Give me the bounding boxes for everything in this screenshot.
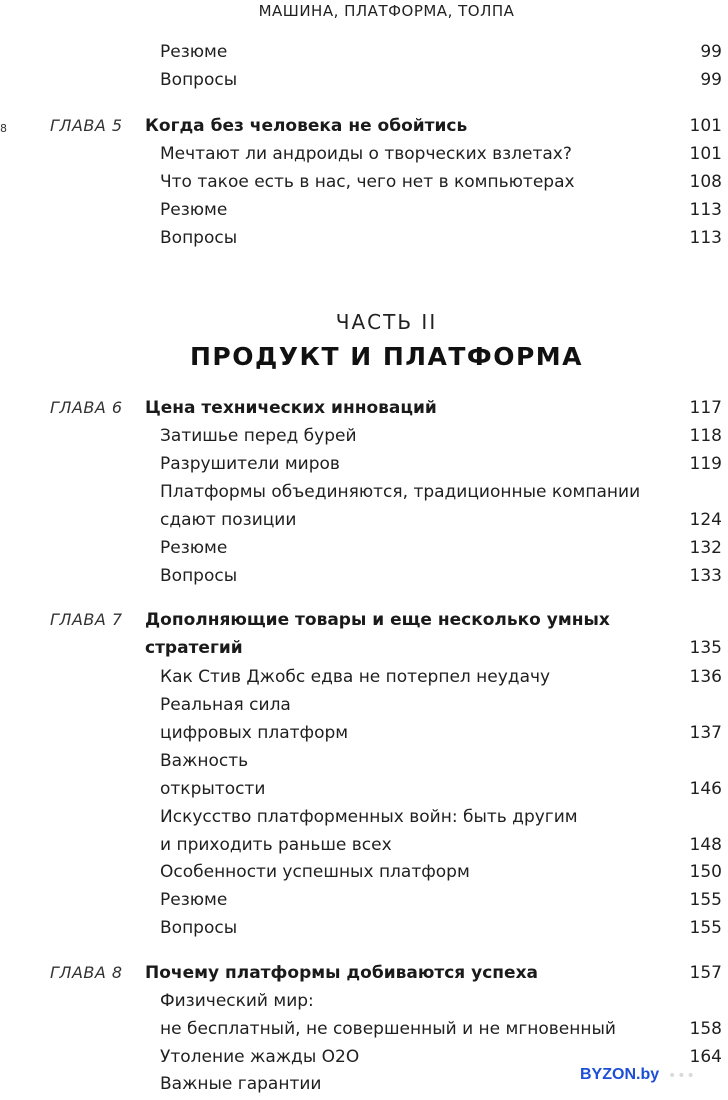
toc-entry-title: Резюме: [160, 42, 228, 62]
toc-entry: [0, 506, 728, 534]
toc-entry-title: открытости: [160, 779, 266, 799]
toc-entry-title: Резюме: [160, 538, 228, 558]
toc-entry-page: 137: [689, 723, 722, 743]
toc-entry-page: 146: [689, 779, 722, 799]
toc-entry-title: Платформы объединяются, традиционные компании: [160, 482, 641, 502]
toc-entry-title: Особенности успешных платформ: [160, 862, 470, 882]
toc-entry-title: цифровых платформ: [160, 723, 349, 743]
toc-entry: [0, 534, 728, 562]
toc-entry-title: Важные гарантии: [160, 1074, 322, 1094]
toc-entry-page: 164: [689, 1047, 722, 1067]
toc-entry-page: 148: [689, 835, 722, 855]
chapter-heading: [0, 959, 728, 987]
toc-entry-page: 119: [689, 454, 722, 474]
part-label: ЧАСТЬ II: [335, 310, 438, 334]
toc-entry: [0, 140, 728, 168]
toc-entry: [0, 691, 728, 719]
toc-entry-page: 101: [689, 144, 722, 164]
toc-entry-title: Вопросы: [160, 918, 238, 938]
toc-entry-title: Разрушители миров: [160, 454, 340, 474]
toc-entry-page: 155: [689, 890, 722, 910]
toc-entry-title: Вопросы: [160, 70, 238, 90]
toc-entry-page: 108: [689, 172, 722, 192]
toc-entry-page: 158: [689, 1019, 722, 1039]
toc-entry: [0, 562, 728, 590]
toc-entry-title: Как Стив Джобс едва не потерпел неудачу: [160, 667, 551, 687]
toc-entry: [0, 422, 728, 450]
chapter-page: 157: [689, 963, 722, 983]
toc-entry-page: 124: [689, 510, 722, 530]
toc-entry: [0, 38, 728, 66]
toc-entry-page: 133: [689, 566, 722, 586]
toc-entry: [0, 663, 728, 691]
toc-entry: [0, 450, 728, 478]
chapter-heading: [0, 606, 728, 634]
toc-entry: [0, 1015, 728, 1043]
chapter-title: Дополняющие товары и еще несколько умных: [145, 610, 610, 630]
chapter-label: ГЛАВА 7: [50, 610, 123, 629]
toc-entry-title: Затишье перед бурей: [160, 426, 357, 446]
toc-entry: [0, 858, 728, 886]
toc-entry-page: 99: [700, 42, 722, 62]
toc-entry: [0, 719, 728, 747]
toc-entry: [0, 196, 728, 224]
toc-entry-title: Физический мир:: [160, 991, 314, 1011]
toc-entry: [0, 914, 728, 942]
chapter-page: 117: [689, 398, 722, 418]
chapter-label: ГЛАВА 8: [50, 963, 123, 982]
chapter-heading: [0, 394, 728, 422]
toc-entry-title: Утоление жажды O2O: [160, 1047, 360, 1067]
toc-entry-page: 155: [689, 918, 722, 938]
chapter-label: ГЛАВА 6: [50, 398, 123, 417]
toc-entry-page: 150: [689, 862, 722, 882]
toc-entry-title: Реальная сила: [160, 695, 291, 715]
chapter-heading-continued: [0, 634, 728, 662]
chapter-page: 101: [689, 116, 722, 136]
toc-entry: [0, 987, 728, 1015]
toc-entry: [0, 66, 728, 94]
toc-entry-title: Резюме: [160, 890, 228, 910]
toc-entry-title: Резюме: [160, 200, 228, 220]
chapter-title: Почему платформы добиваются успеха: [145, 963, 539, 983]
chapter-label: ГЛАВА 5: [50, 116, 123, 135]
toc-entry-title: сдают позиции: [160, 510, 297, 530]
toc-entry: [0, 886, 728, 914]
watermark-logo: BYZON.by: [580, 1066, 660, 1083]
toc-entry-page: 136: [689, 667, 722, 687]
toc-entry-title: Важность: [160, 751, 249, 771]
chapter-heading: [0, 112, 728, 140]
chapter-page: 135: [689, 638, 722, 658]
toc-entry-page: 132: [689, 538, 722, 558]
toc-entry-title: Искусство платформенных войн: быть другим: [160, 807, 578, 827]
toc-entry-page: 113: [689, 228, 722, 248]
toc-entry: [0, 831, 728, 859]
toc-entry-title: Вопросы: [160, 228, 238, 248]
toc-entry: [0, 803, 728, 831]
chapter-title: Когда без человека не обойтись: [145, 116, 468, 136]
toc-entry: [0, 747, 728, 775]
toc-entry-title: Что такое есть в нас, чего нет в компьютерах: [160, 172, 575, 192]
running-head: МАШИНА, ПЛАТФОРМА, ТОЛПА: [258, 2, 515, 20]
toc-entry: [0, 224, 728, 252]
toc-entry-page: 99: [700, 70, 722, 90]
toc-entry: [0, 168, 728, 196]
chapter-title: Цена технических инноваций: [145, 398, 437, 418]
toc-entry: [0, 775, 728, 803]
toc-entry-page: 118: [689, 426, 722, 446]
part-title: ПРОДУКТ И ПЛАТФОРМА: [189, 342, 584, 371]
toc-entry-title: и приходить раньше всех: [160, 835, 392, 855]
page-number: 8: [0, 122, 7, 135]
toc-entry-title: Мечтают ли андроиды о творческих взлетах?: [160, 144, 572, 164]
toc-entry-title: не бесплатный, не совершенный и не мгновенный: [160, 1019, 616, 1039]
chapter-title-continued: стратегий: [145, 638, 243, 658]
toc-entry-title: Вопросы: [160, 566, 238, 586]
watermark-dots: •••: [668, 1068, 696, 1084]
toc-entry-page: 113: [689, 200, 722, 220]
toc-entry: [0, 478, 728, 506]
